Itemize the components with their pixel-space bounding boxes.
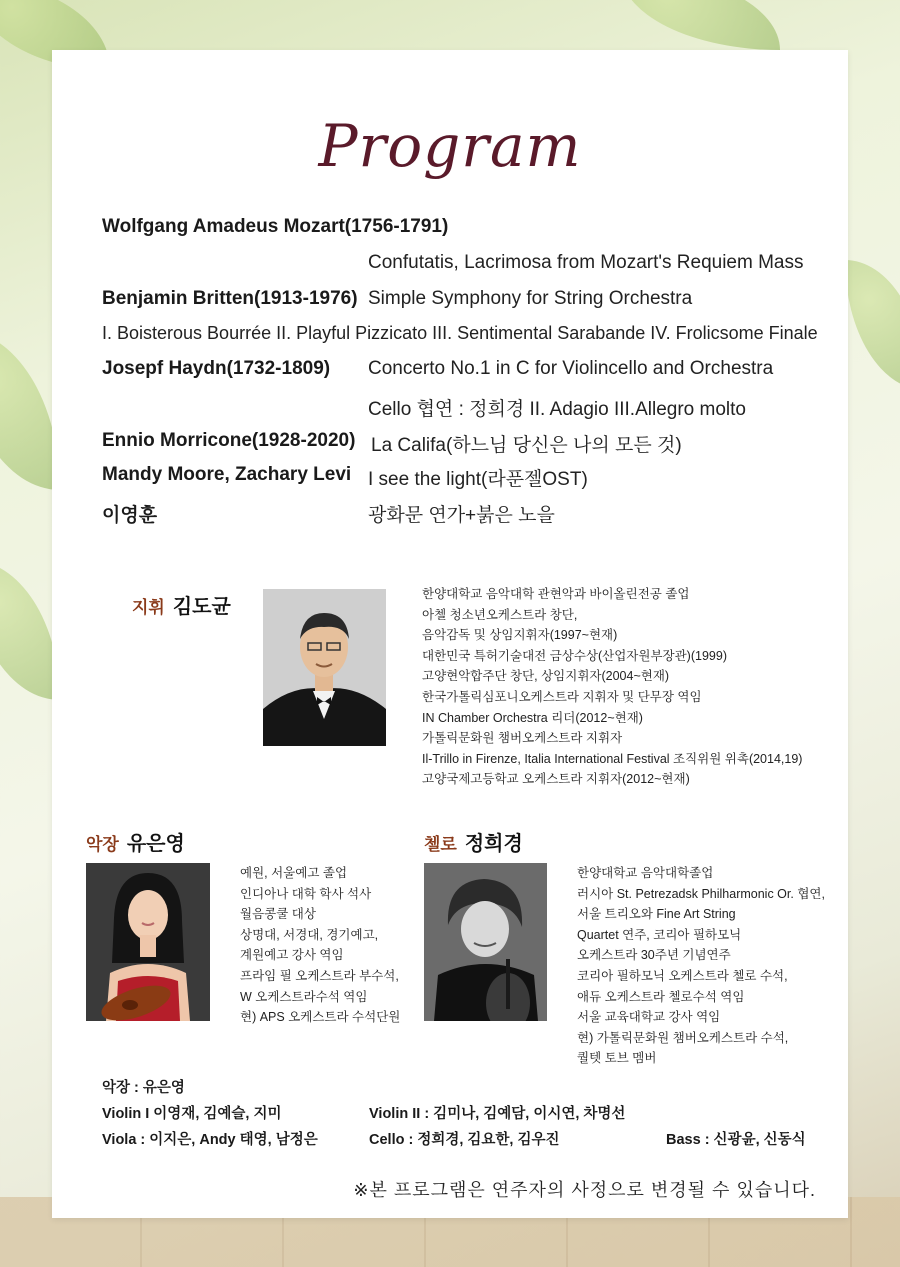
- leaf-decoration: [0, 330, 60, 490]
- leaf-decoration: [620, 0, 780, 50]
- ensemble-violin2: Violin II : 김미나, 김예담, 이시연, 차명선: [369, 1106, 626, 1122]
- program-card: [52, 50, 848, 1218]
- work-haydn-detail: Cello 협연 : 정희경 II. Adagio III.Allegro molto: [368, 399, 746, 420]
- cellist-name: 정희경: [464, 833, 523, 855]
- work-britten: Simple Symphony for String Orchestra: [368, 288, 693, 309]
- bio-line: 가톨릭문화원 챔버오케스트라 지휘자: [422, 731, 623, 746]
- bio-line: 아첼 청소년오케스트라 창단,: [422, 607, 578, 622]
- cellist-role: 첼로: [424, 835, 457, 854]
- bio-line: 오케스트라 30주년 기념연주: [577, 948, 731, 963]
- ensemble-cello: Cello : 정희경, 김요한, 김우진: [369, 1132, 560, 1148]
- composer-britten: Benjamin Britten(1913-1976): [102, 288, 358, 309]
- conductor-name: 김도균: [172, 596, 231, 618]
- bio-line: 인디아나 대학 학사 석사: [240, 886, 372, 901]
- bio-line: 상명대, 서경대, 경기예고,: [240, 927, 379, 942]
- cellist-heading: [424, 827, 523, 856]
- work-britten-movements: I. Boisterous Bourrée II. Playful Pizzicato III. Sentimental Sarabande IV. Frolicsome Finale: [102, 323, 818, 343]
- bio-line: 서울 교육대학교 강사 역임: [577, 1010, 721, 1025]
- composer-haydn: Josepf Haydn(1732-1809): [102, 358, 331, 379]
- leaf-decoration: [845, 260, 900, 390]
- composer-lee-younghoon: 이영훈: [102, 505, 158, 526]
- bio-line: 코리아 필하모닉 오케스트라 첼로 수석,: [577, 968, 788, 983]
- bio-line: 월음콩쿨 대상: [240, 907, 316, 922]
- work-lee-younghoon: 광화문 연가+붉은 노을: [368, 505, 555, 526]
- bio-line: Il-Trillo in Firenze, Italia International Festival 조직위원 위촉(2014,19): [422, 751, 803, 766]
- bio-line: 한양대학교 음악대학 관현악과 바이올린전공 졸업: [422, 587, 690, 601]
- work-morricone: La Califa(하느님 당신은 나의 모든 것): [371, 435, 682, 456]
- bio-line: 예원, 서울예고 졸업: [240, 866, 348, 880]
- bio-line: W 오케스트라수석 역임: [240, 989, 368, 1004]
- concertmaster-heading: [86, 827, 185, 856]
- bio-line: Quartet 연주, 코리아 필하모닉: [577, 927, 742, 942]
- cellist-portrait-icon: [424, 863, 547, 1021]
- conductor-photo: [263, 589, 386, 746]
- ensemble-viola: Viola : 이지은, Andy 태영, 남정은: [102, 1132, 318, 1148]
- composer-morricone: Ennio Morricone(1928-2020): [102, 430, 356, 451]
- change-notice: ※본 프로그램은 연주자의 사정으로 변경될 수 있습니다.: [353, 1180, 816, 1200]
- composer-mozart: Wolfgang Amadeus Mozart(1756-1791): [102, 216, 449, 237]
- conductor-portrait-icon: [263, 589, 386, 746]
- concertmaster-bio: [240, 863, 400, 1028]
- bio-line: 러시아 St. Petrezadsk Philharmonic Or. 협연,: [577, 886, 825, 901]
- page-title: Program: [318, 112, 582, 180]
- bio-line: 한국가톨릭심포니오케스트라 지휘자 및 단무장 역임: [422, 689, 702, 704]
- bio-line: 대한민국 특허기술대전 금상수상(산업자원부장관)(1999): [422, 648, 727, 663]
- bio-line: 고양국제고등학교 오케스트라 지휘자(2012~현재): [422, 772, 690, 787]
- work-mozart: Confutatis, Lacrimosa from Mozart's Requiem Mass: [368, 252, 804, 273]
- concertmaster-photo: [86, 863, 210, 1021]
- work-moore-levi: I see the light(라푼젤OST): [368, 469, 588, 490]
- cellist-bio: [577, 863, 825, 1069]
- violinist-portrait-icon: [86, 863, 210, 1021]
- bio-line: 한양대학교 음악대학졸업: [577, 866, 714, 880]
- work-haydn: Concerto No.1 in C for Violincello and Orchestra: [368, 358, 774, 379]
- bio-line: 애듀 오케스트라 첼로수석 역임: [577, 989, 745, 1004]
- bio-line: 서울 트리오와 Fine Art String: [577, 907, 736, 922]
- bio-line: 고양현악합주단 창단, 상임지휘자(2004~현재): [422, 669, 670, 684]
- concertmaster-name: 유은영: [126, 833, 185, 855]
- concertmaster-role: 악장: [86, 835, 119, 854]
- ensemble-concertmaster: 악장 : 유은영: [102, 1080, 185, 1096]
- bio-line: 프라임 필 오케스트라 부수석,: [240, 968, 399, 983]
- conductor-bio: [422, 584, 802, 790]
- bio-line: 퀄텟 토브 멤버: [577, 1051, 657, 1066]
- bio-line: 음악감독 및 상임지휘자(1997~현재): [422, 628, 618, 643]
- bio-line: IN Chamber Orchestra 리더(2012~현재): [422, 710, 643, 725]
- bio-line: 현) 가톨릭문화원 챔버오케스트라 수석,: [577, 1030, 789, 1045]
- ensemble-bass: Bass : 신광윤, 신동식: [666, 1132, 806, 1148]
- composer-moore-levi: Mandy Moore, Zachary Levi: [102, 464, 352, 485]
- leaf-decoration: [0, 560, 60, 700]
- conductor-heading: [132, 590, 231, 619]
- conductor-role: 지휘: [132, 598, 165, 617]
- cellist-photo: [424, 863, 547, 1021]
- ensemble-violin1: Violin I 이영재, 김예슬, 지미: [102, 1106, 282, 1122]
- bio-line: 현) APS 오케스트라 수석단원: [240, 1010, 401, 1025]
- bio-line: 계원예고 강사 역임: [240, 948, 344, 963]
